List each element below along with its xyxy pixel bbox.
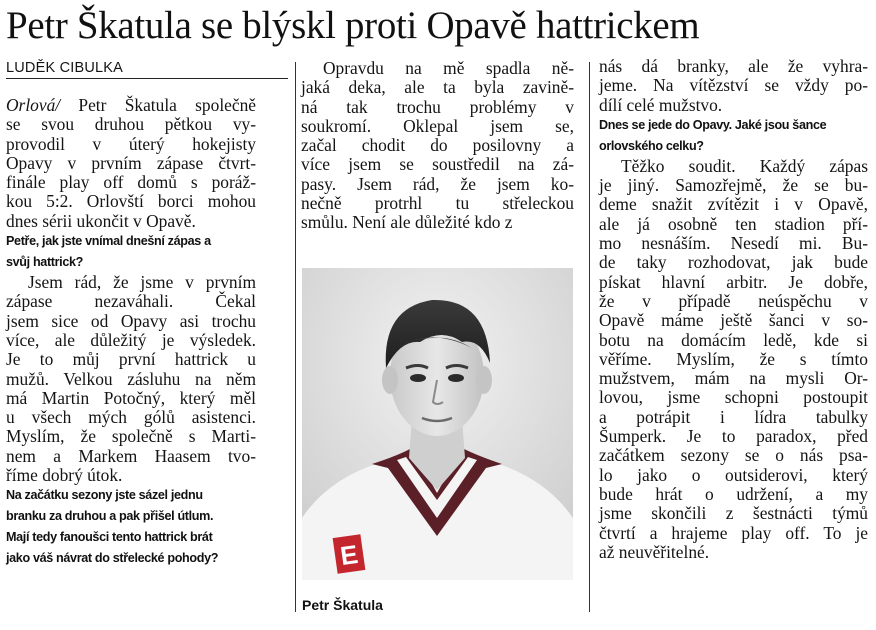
player-photo	[302, 268, 573, 580]
text-line: finále play off domů s poráž-	[6, 172, 256, 193]
text-line: má Martin Potočný, který měl	[6, 387, 256, 408]
article-column-3	[599, 57, 868, 562]
text-line: de taky rozhodovat, jak bude	[599, 252, 868, 273]
text-line: více, ale důležitý je výsledek.	[6, 329, 256, 350]
text-line: lo jako o outsiderovi, který	[599, 464, 868, 485]
interview-answer-2	[301, 59, 574, 233]
question-line: Dnes se jede do Opavy. Jaké jsou šance	[599, 117, 827, 132]
text-line: jsem sice od Opavy asi trochu	[6, 310, 256, 331]
text-line: zápase nezaváhali. Čekal	[6, 291, 256, 312]
text-line: Opravdu na mě spadla ně-	[323, 58, 574, 78]
question-line: branku za druhou a pak přišel útlum.	[6, 509, 214, 524]
text-line: jaká deka, ale ta byla zavině-	[301, 77, 574, 98]
text-line: je jiný. Samozřejmě, že se bu-	[599, 175, 868, 196]
interview-answer-1	[6, 273, 256, 485]
text-line: bude hrát o udržení, a my	[599, 483, 868, 504]
text-line: více jsem se soustředil na zá-	[301, 154, 574, 175]
text-line: Těžko soudit. Každý zápas	[621, 155, 868, 176]
text-line: pasy. Jsem rád, že jsem ko-	[301, 173, 574, 194]
text-line: začal chodit do posilovny a	[301, 135, 574, 156]
text-line: začátkem sezony se o nás psa-	[599, 445, 868, 466]
question-line: orlovského celku?	[599, 138, 704, 153]
article-column-1	[6, 96, 256, 569]
text-line: Šumperk. Je to paradox, před	[599, 426, 868, 447]
text-line: dílí celé mužstvo.	[599, 94, 723, 115]
interview-answer-2-continued	[599, 57, 868, 115]
text-line: nečně protrhl tu střeleckou	[301, 193, 574, 214]
text-line: nás dá branky, ale že vyhra-	[599, 56, 868, 76]
text-line: že v případě neúspěchu v	[599, 290, 868, 311]
text-line: provodil v úterý hokejisty	[6, 133, 256, 154]
text-line: Jsem rád, že jsme v prvním	[28, 272, 256, 293]
text-line: u všech mých gólů asistenci.	[6, 407, 256, 428]
text-line: a potrápit i lídra tabulky	[599, 406, 868, 427]
question-line: Na začátku sezony jste sázel jednu	[6, 488, 203, 503]
text-line: mužů. Velkou zásluhu na něm	[6, 368, 256, 389]
text-line: jeme. Na vítězství se vždy po-	[599, 75, 868, 96]
text-line: kou 5:2. Orlovští borci mohou	[6, 191, 256, 212]
text-line: mužstvem, mám na mysli Or-	[599, 368, 868, 389]
column-divider-1	[295, 62, 296, 612]
article-headline: Petr Škatula se blýskl proti Opavě hattrickem	[6, 3, 700, 47]
dateline: Orlová/	[6, 95, 61, 115]
question-line: svůj hattrick?	[6, 255, 83, 270]
question-line: Mají tedy fanoušci tento hattrick brát	[6, 530, 213, 545]
text-line: Opavy v prvním zápase čtvrt-	[6, 152, 256, 173]
lead-first-line: Petr Škatula společně	[60, 95, 256, 115]
lead-paragraph	[6, 96, 256, 231]
text-line: deme snažit zvítězit i v Opavě,	[599, 194, 868, 215]
article-column-2	[301, 59, 574, 233]
interview-question-1	[6, 231, 256, 273]
interview-answer-3	[599, 157, 868, 562]
text-line: Myslím, že společně s Marti-	[6, 426, 256, 447]
text-line: mo nesnáším. Nesedí mi. Bu-	[599, 233, 868, 254]
text-line: až neuvěřitelné.	[599, 541, 710, 562]
text-line: Opavě máme ještě šanci v so-	[599, 310, 868, 331]
text-line: říme dobrý útok.	[6, 465, 123, 486]
text-line: soukromí. Oklepal jsem se,	[301, 115, 574, 136]
interview-question-3	[599, 115, 868, 157]
text-line: ná tak trochu problémy v	[301, 96, 574, 117]
interview-question-2	[6, 485, 256, 569]
text-line	[6, 96, 256, 115]
player-portrait-image	[302, 268, 573, 580]
text-line: se svou druhou pětkou vy-	[6, 114, 256, 135]
article-byline: LUDĚK CIBULKA	[6, 59, 288, 79]
text-line: věříme. Myslím, že s tímto	[599, 348, 868, 369]
jersey-logo-letter: E	[338, 538, 360, 572]
text-line: čtvrtí a hrajeme play off. To je	[599, 522, 868, 543]
text-line: smůlu. Není ale důležité kdo z	[301, 212, 513, 233]
text-line: botu na domácím ledě, kde si	[599, 329, 868, 350]
text-line: lovou, jsme schopni postoupit	[599, 387, 868, 408]
text-line: Je to můj první hattrick u	[6, 349, 256, 370]
text-line: nem a Markem Haasem tvo-	[6, 445, 256, 466]
text-line: ale já osobně ten stadion pří-	[599, 213, 868, 234]
text-line: dnes sérii ukončit v Opavě.	[6, 210, 196, 231]
question-line: Petře, jak jste vnímal dnešní zápas a	[6, 234, 211, 249]
text-line: jsme skončili z šestnácti týmů	[599, 503, 868, 524]
photo-caption: Petr Škatula	[302, 597, 383, 613]
text-line: pískat hlavní arbitr. Je dobře,	[599, 271, 868, 292]
question-line: jako váš návrat do střelecké pohody?	[6, 551, 219, 566]
column-divider-2	[589, 62, 590, 612]
